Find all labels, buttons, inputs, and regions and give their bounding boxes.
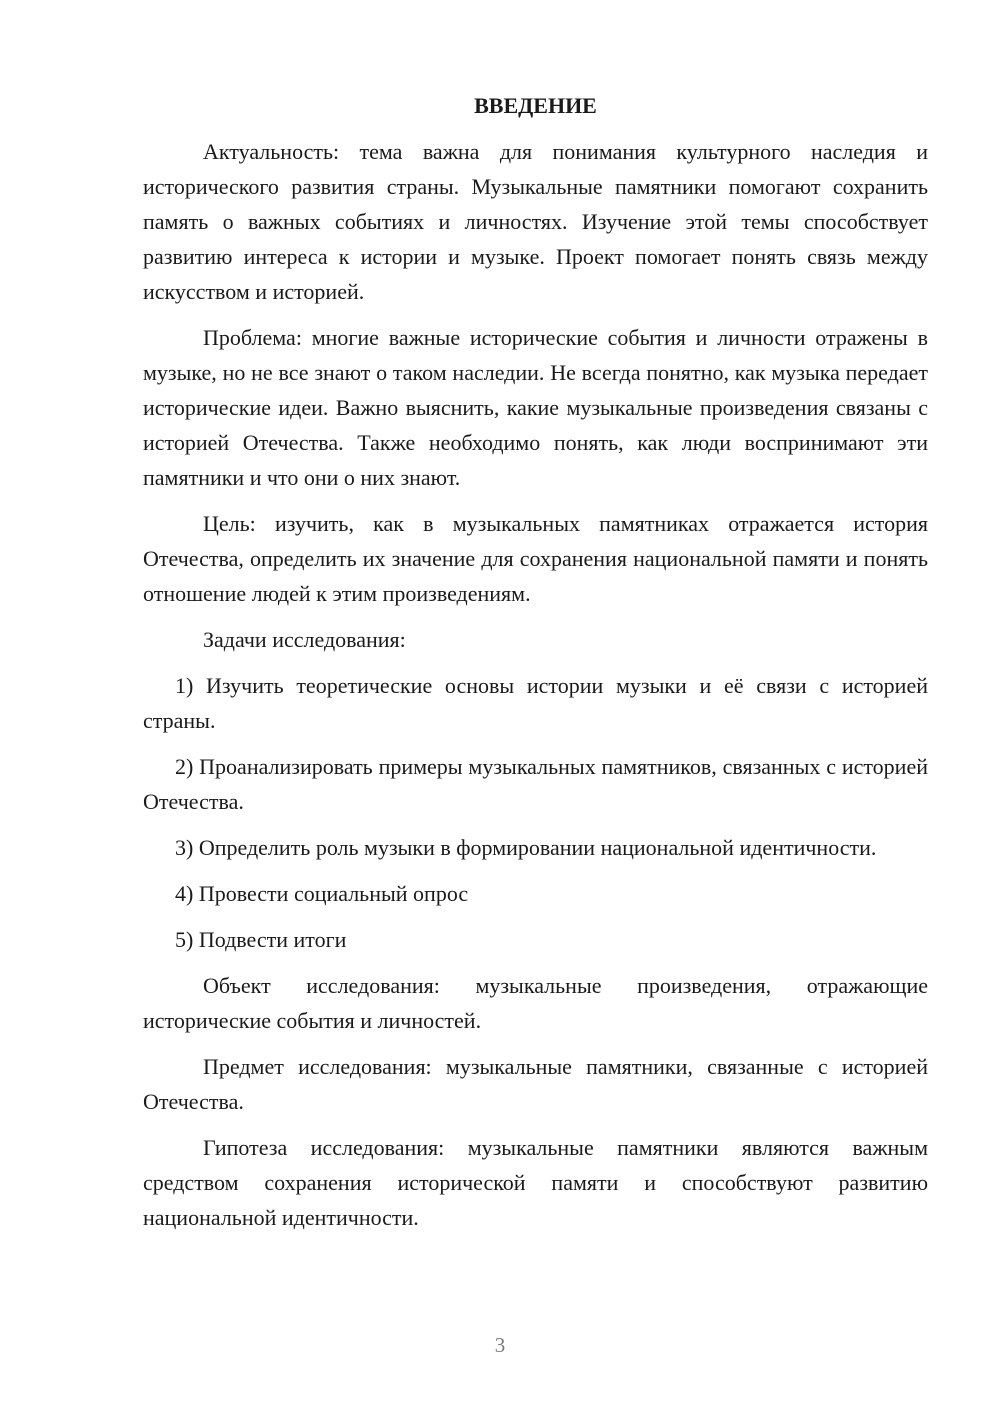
task-item-1: 1) Изучить теоретические основы истории музыки и её связи с историей страны. bbox=[143, 673, 928, 733]
task-item-3: 3) Определить роль музыки в формировании национальной идентичности. bbox=[175, 835, 877, 860]
problem-paragraph: Проблема: многие важные исторические события и личности отражены в музыке, но не все знают о таком наследии. Не всегда понятно, как музыка передает исторические идеи. Важно выяснить, какие музыкальные произведения связаны с историей Отечества. Также необходимо понять, как люди воспринимают эти памятники и что они о них знают. bbox=[143, 325, 928, 490]
task-item-4: 4) Провести социальный опрос bbox=[175, 881, 469, 906]
hypothesis-paragraph: Гипотеза исследования: музыкальные памятники являются важным средством сохранения исторической памяти и способствуют развитию национальной идентичности. bbox=[143, 1135, 928, 1230]
task-item-5: 5) Подвести итоги bbox=[175, 927, 347, 952]
object-paragraph: Объект исследования: музыкальные произведения, отражающие исторические события и личностей. bbox=[143, 973, 928, 1033]
relevance-paragraph: Актуальность: тема важна для понимания культурного наследия и исторического развития страны. Музыкальные памятники помогают сохранить память о важных событиях и личностях. Изучение этой темы способствует развитию интереса к истории и музыке. Проект помогает понять связь между искусством и историей. bbox=[143, 139, 928, 304]
subject-paragraph: Предмет исследования: музыкальные памятники, связанные с историей Отечества. bbox=[143, 1054, 928, 1114]
tasks-heading: Задачи исследования: bbox=[203, 627, 406, 652]
section-title: ВВЕДЕНИЕ bbox=[474, 93, 597, 118]
page-number: 3 bbox=[494, 1333, 506, 1357]
task-item-2: 2) Проанализировать примеры музыкальных памятников, связанных с историей Отечества. bbox=[143, 754, 928, 814]
document-page bbox=[143, 88, 928, 1246]
goal-paragraph: Цель: изучить, как в музыкальных памятниках отражается история Отечества, определить их значение для сохранения национальной памяти и понять отношение людей к этим произведениям. bbox=[143, 511, 928, 606]
